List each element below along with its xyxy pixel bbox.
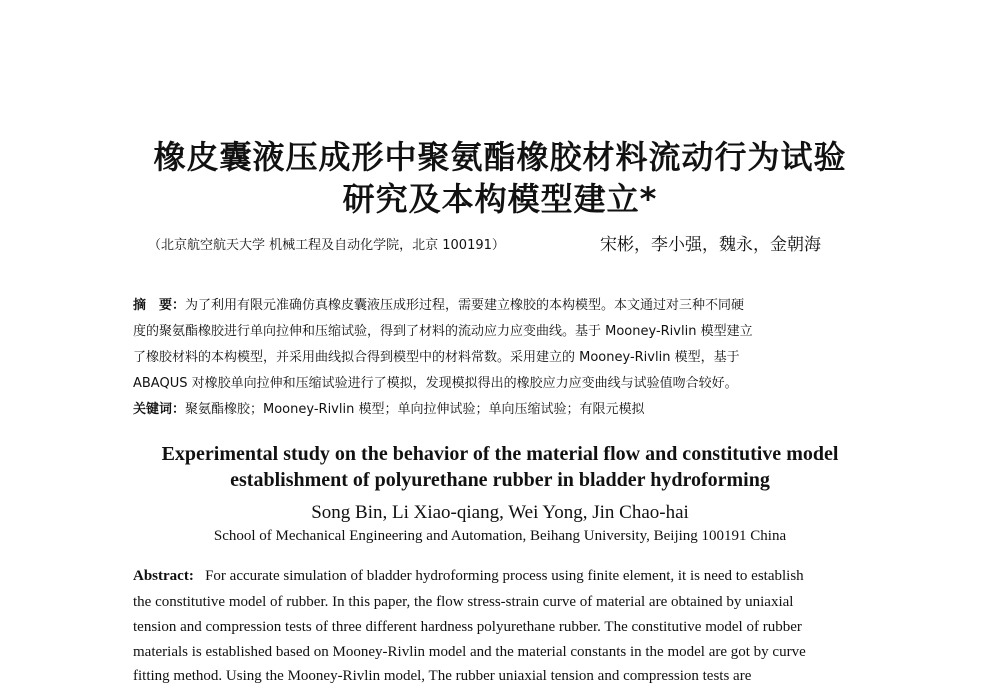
abstract-en-label: Abstract: bbox=[133, 568, 194, 584]
keywords-cn bbox=[133, 398, 863, 417]
abstract-cn-line-3: 了橡胶材料的本构模型，并采用曲线拟合得到模型中的材料常数。采用建立的 Mooney-Rivlin 模型，基于 bbox=[133, 350, 740, 365]
abstract-en-text-1: For accurate simulation of bladder hydroforming process using finite element, it is need to establish bbox=[205, 568, 804, 584]
keywords-cn-text: 聚氨酯橡胶；Mooney-Rivlin 模型；单向拉伸试验；单向压缩试验；有限元模拟 bbox=[185, 402, 645, 417]
abstract-en-line-1 bbox=[133, 568, 873, 585]
abstract-cn-line-4: ABAQUS 对橡胶单向拉伸和压缩试验进行了模拟，发现模拟得出的橡胶应力应变曲线与试验值吻合较好。 bbox=[133, 376, 738, 391]
abstract-en-line-5: fitting method. Using the Mooney-Rivlin model, The rubber uniaxial tension and compression tests are bbox=[133, 668, 752, 684]
abstract-en-line-3: tension and compression tests of three different hardness polyurethane rubber. The constitutive model of rubber bbox=[133, 619, 802, 635]
abstract-cn-label: 摘 要： bbox=[133, 298, 186, 313]
title-cn-line-2: 研究及本构模型建立* bbox=[342, 180, 658, 218]
abstract-en-line-2: the constitutive model of rubber. In this paper, the flow stress-strain curve of material are obtained by uniaxial bbox=[133, 594, 794, 610]
authors-en: Song Bin, Li Xiao-qiang, Wei Yong, Jin Chao-hai bbox=[311, 502, 689, 523]
abstract-en-line-4: materials is established based on Mooney-Rivlin model and the material constants in the model are got by curve bbox=[133, 644, 806, 660]
title-cn-line-1: 橡皮囊液压成形中聚氨酯橡胶材料流动行为试验 bbox=[153, 138, 847, 176]
authors-cn: 宋彬，李小强，魏永，金朝海 bbox=[600, 235, 821, 255]
abstract-cn-line-2: 度的聚氨酯橡胶进行单向拉伸和压缩试验，得到了材料的流动应力应变曲线。基于 Mooney-Rivlin 模型建立 bbox=[133, 324, 753, 339]
abstract-cn-text-1: 为了利用有限元准确仿真橡皮囊液压成形过程，需要建立橡胶的本构模型。本文通过对三种不同硬 bbox=[185, 298, 745, 313]
abstract-cn-line-1 bbox=[133, 294, 863, 313]
affiliation-en: School of Mechanical Engineering and Automation, Beihang University, Beijing 100191 China bbox=[213, 528, 787, 544]
title-en-line-2: establishment of polyurethane rubber in bladder hydroforming bbox=[230, 469, 770, 491]
keywords-cn-label: 关键词： bbox=[133, 402, 186, 417]
affiliation-cn: （北京航空航天大学 机械工程及自动化学院，北京 100191） bbox=[148, 238, 505, 253]
title-en-line-1: Experimental study on the behavior of the material flow and constitutive model bbox=[161, 443, 839, 465]
